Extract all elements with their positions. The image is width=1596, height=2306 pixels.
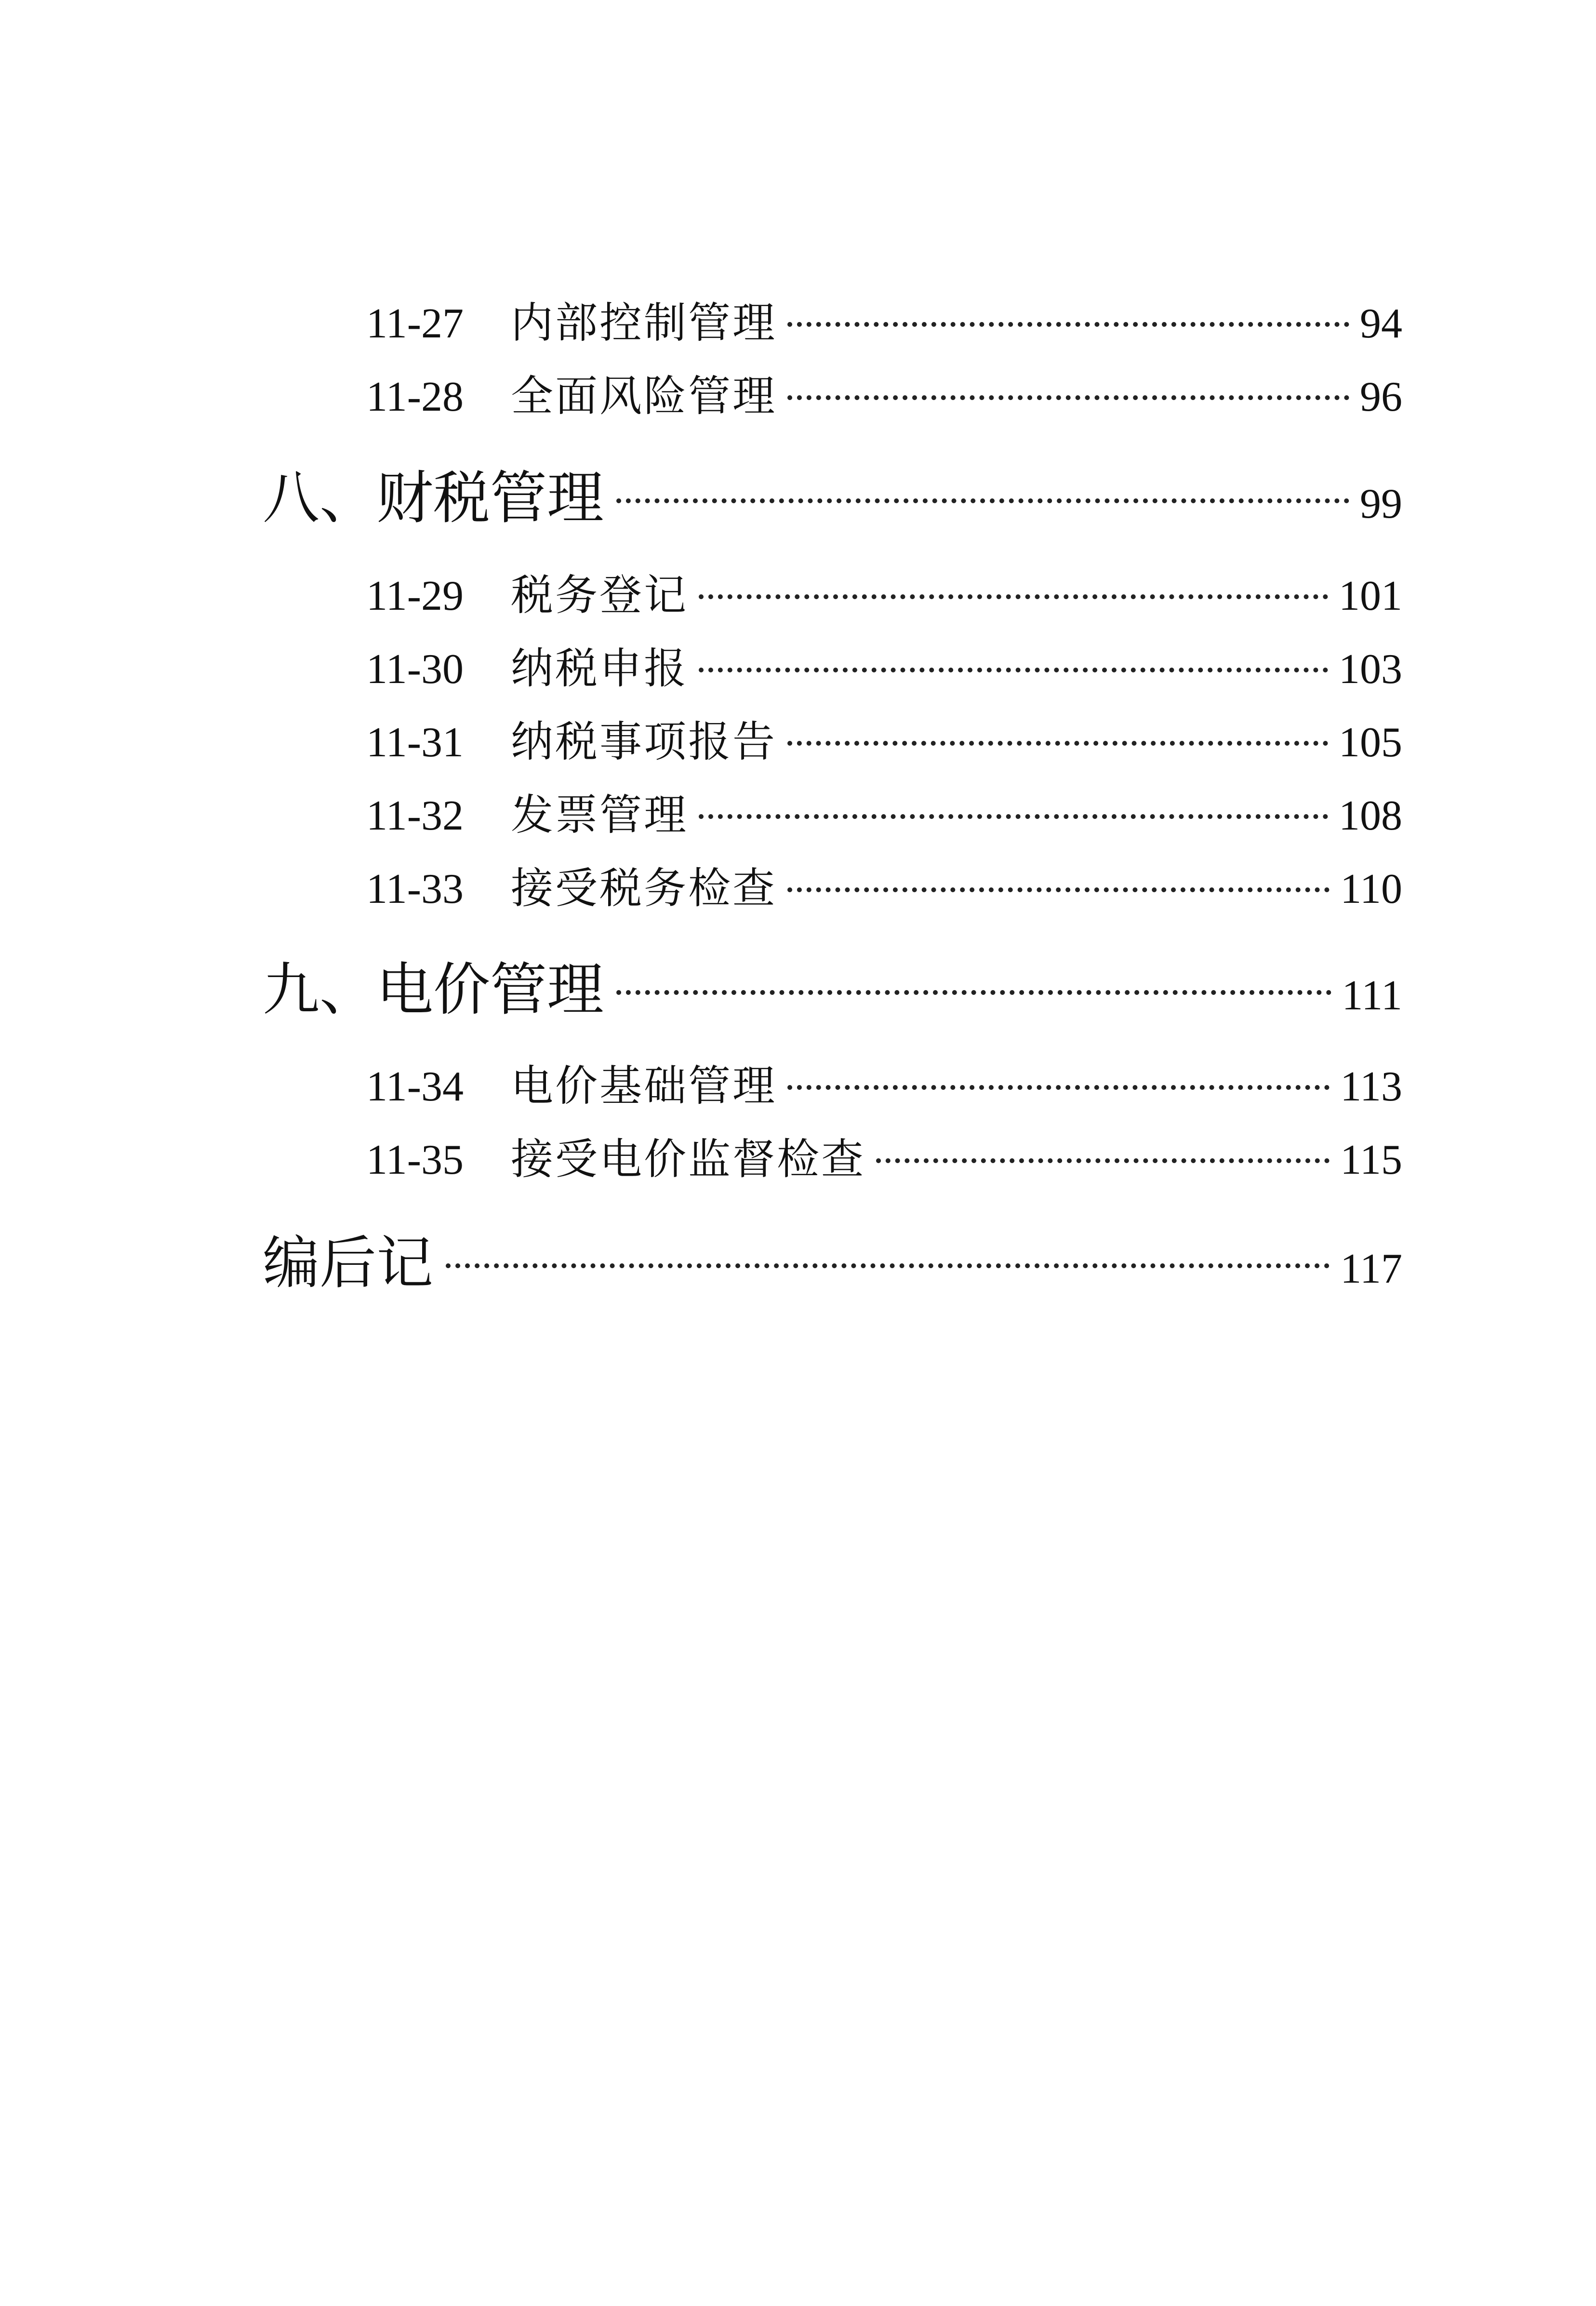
entry-number: 11-27 [366,300,464,347]
entry-title: 纳税事项报告 [511,717,777,766]
section-title: 九、电价管理 [263,956,604,1023]
dot-leader [787,887,1330,892]
entry-title: 接受税务检查 [511,863,777,913]
toc-entry-11-33[interactable] [366,855,1402,915]
toc-section-electricity-price[interactable] [263,944,1402,1026]
toc-entry-11-28[interactable] [366,362,1402,423]
dot-leader [787,395,1349,400]
dot-leader [787,741,1328,746]
entry-page-number: 115 [1340,1137,1402,1183]
toc-section-finance-tax[interactable] [263,452,1402,534]
toc-entry-11-31[interactable] [366,708,1402,769]
entry-number: 11-32 [366,792,464,839]
dot-leader [699,594,1328,599]
entry-page-number: 113 [1340,1063,1402,1110]
entry-number: 11-31 [366,719,464,766]
toc-entry-11-35[interactable] [366,1126,1402,1186]
entry-number: 11-35 [366,1137,464,1183]
entry-title: 税务登记 [511,570,689,620]
section-page-number: 99 [1360,481,1402,527]
entry-title: 电价基础管理 [511,1061,777,1111]
section-title: 八、财税管理 [263,465,604,531]
dot-leader [787,322,1349,327]
dot-leader [699,814,1328,819]
entry-page-number: 94 [1360,300,1402,347]
section-page-number: 111 [1342,972,1402,1019]
dot-leader [787,1085,1330,1090]
section-page-number: 117 [1340,1246,1402,1292]
entry-number: 11-33 [366,866,464,912]
entry-page-number: 103 [1339,646,1402,693]
dot-leader [876,1158,1330,1163]
section-title: 编后记 [263,1230,434,1296]
entry-number: 11-34 [366,1063,464,1110]
dot-leader [616,990,1331,995]
entry-page-number: 108 [1339,792,1402,839]
toc-section-afterword[interactable] [263,1217,1402,1299]
toc-entry-11-34[interactable] [366,1052,1402,1113]
entry-title: 纳税申报 [511,644,689,693]
entry-number: 11-29 [366,573,464,619]
entry-title: 发票管理 [511,790,689,840]
entry-title: 接受电价监督检查 [511,1134,866,1184]
entry-page-number: 110 [1340,866,1402,912]
toc-entry-11-29[interactable] [366,562,1402,622]
dot-leader [699,668,1328,672]
entry-page-number: 96 [1360,374,1402,420]
dot-leader [446,1263,1330,1268]
toc-entry-11-32[interactable] [366,781,1402,842]
dot-leader [616,498,1349,503]
entry-number: 11-30 [366,646,464,693]
entry-title: 内部控制管理 [511,298,777,348]
toc-entry-11-30[interactable] [366,635,1402,696]
toc-entry-11-27[interactable] [366,289,1402,350]
entry-title: 全面风险管理 [511,371,777,421]
entry-number: 11-28 [366,374,464,420]
entry-page-number: 101 [1339,573,1402,619]
entry-page-number: 105 [1339,719,1402,766]
